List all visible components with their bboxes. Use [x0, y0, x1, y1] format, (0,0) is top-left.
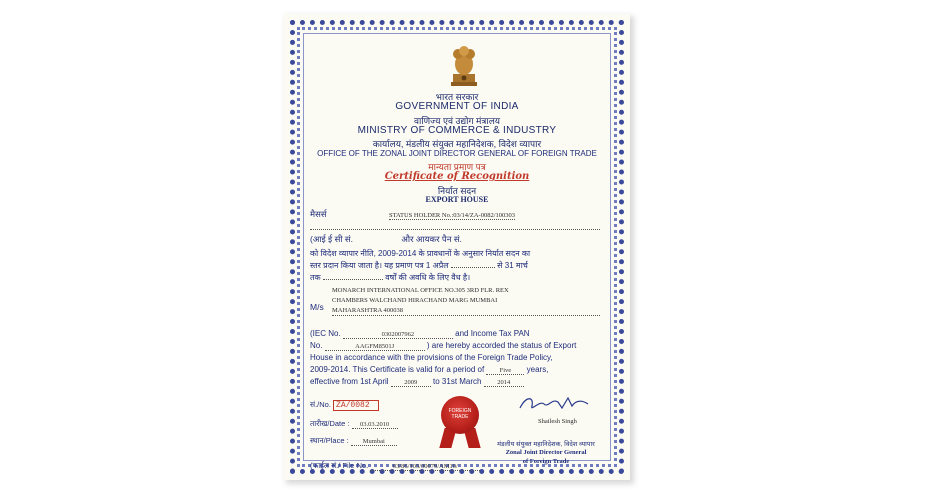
- messrs-row: [310, 209, 600, 220]
- signature-icon: [516, 392, 596, 414]
- messrs-label: मैसर्स: [310, 209, 327, 219]
- signatory-name: Shailesh Singh: [538, 418, 577, 425]
- place-label: स्थान/Place :: [310, 436, 349, 445]
- pan-value: AAGFM8501J: [325, 343, 425, 351]
- from-year: 2009: [391, 379, 431, 387]
- file-value: 03/86/105/00079/AM10/: [370, 463, 480, 471]
- office-title: OFFICE OF THE ZONAL JOINT DIRECTOR GENERAL OF FOREIGN TRADE: [317, 149, 597, 158]
- pan-row: [310, 341, 602, 351]
- certificate-content: [306, 36, 608, 470]
- hindi-government: भारत सरकार: [435, 92, 479, 102]
- seal-text: FOREIGN TRADE: [448, 408, 472, 420]
- certificate: [284, 14, 630, 480]
- hindi-certificate-title: मान्यता प्रमाण पत्र: [428, 162, 486, 172]
- iec-row: [310, 329, 602, 339]
- hindi-paragraph-line3-text: तक: [310, 273, 321, 282]
- date-value: 03.03.2010: [352, 421, 398, 429]
- hindi-paragraph-line2: [310, 260, 602, 271]
- national-emblem-icon: [449, 44, 479, 88]
- to-label: to 31st March: [433, 377, 482, 386]
- hindi-export-house: निर्यात सदन: [437, 186, 477, 196]
- english-paragraph-line2: [310, 365, 602, 375]
- ministry-title: MINISTRY OF COMMERCE & INDUSTRY: [357, 125, 557, 136]
- effective-row: [310, 377, 602, 387]
- government-title: GOVERNMENT OF INDIA: [395, 101, 519, 112]
- ms-label: M/s: [310, 302, 324, 312]
- address-line-2: CHAMBERS WALCHAND HIRACHAND MARG MUMBAI: [332, 297, 498, 304]
- hindi-paragraph-line2b: से 31 मार्च: [497, 261, 528, 270]
- effective-label: effective from 1st April: [310, 377, 389, 386]
- accorded-text: ) are hereby accorded the status of Export: [426, 341, 577, 350]
- date-row: [310, 419, 398, 429]
- to-year: 2014: [484, 379, 524, 387]
- designation-line1: Zonal Joint Director General: [505, 449, 587, 456]
- address-underline: [332, 315, 600, 316]
- place-row: [310, 436, 397, 446]
- iec-value: 0302007962: [343, 331, 453, 339]
- designation-hindi: मंडलीय संयुक्त महानिदेशक, विदेश व्यापार: [497, 441, 595, 448]
- blank-line: [310, 229, 600, 230]
- date-label: तारीख/Date :: [310, 419, 350, 428]
- iec-hindi-label: (आई ई सी सं.: [310, 234, 354, 244]
- pan-label: and Income Tax PAN: [455, 329, 530, 338]
- period-value: Five: [486, 367, 524, 375]
- hindi-paragraph-line1: को विदेश व्यापार नीति, 2009-2014 के प्रावधानों के अनुसार निर्यात सदन का: [310, 249, 531, 258]
- iec-hindi-row: [310, 234, 600, 245]
- no-label: No.: [310, 341, 323, 350]
- english-paragraph-line1: House in accordance with the provisions of the Foreign Trade Policy,: [310, 353, 553, 362]
- hindi-paragraph-line2-text: स्तर प्रदान किया जाता है। यह प्रमाण पत्र 1 अप्रैल: [310, 261, 449, 270]
- address-line-3: MAHARASHTRA 400038: [332, 307, 403, 314]
- hindi-paragraph-line3: [310, 272, 602, 283]
- number-label: सं./No.: [310, 400, 331, 409]
- place-value: Mumbai: [351, 438, 397, 446]
- file-label: (फाईल सं./ File No.: [310, 461, 369, 470]
- hindi-paragraph-line3b: वर्षों की अवधि के लिए वैध है।: [385, 273, 471, 282]
- english-paragraph-line2-text: 2009-2014. This Certificate is valid for a period of: [310, 365, 485, 374]
- pan-hindi-label: और आयकर पैन सं.: [401, 234, 462, 244]
- status-holder-number: STATUS HOLDER No.:03/14/ZA-0082/100303: [388, 212, 516, 219]
- hindi-ministry: वाणिज्य एवं उद्योग मंत्रालय: [413, 116, 501, 126]
- hindi-office: कार्यालय, मंडलीय संयुक्त महानिदेशक, विदेश व्यापार: [372, 139, 542, 149]
- iec-label: (IEC No.: [310, 329, 341, 338]
- number-value: ZA/0082: [333, 400, 379, 411]
- export-house-title: EXPORT HOUSE: [425, 195, 489, 204]
- address-line-1: MONARCH INTERNATIONAL OFFICE NO.305 3RD FLR. REX: [332, 287, 509, 294]
- years-label: years,: [526, 365, 549, 374]
- designation-line2: of Foreign Trade: [522, 458, 570, 465]
- certificate-title: Certificate of Recognition: [384, 171, 530, 182]
- number-row: [310, 400, 379, 411]
